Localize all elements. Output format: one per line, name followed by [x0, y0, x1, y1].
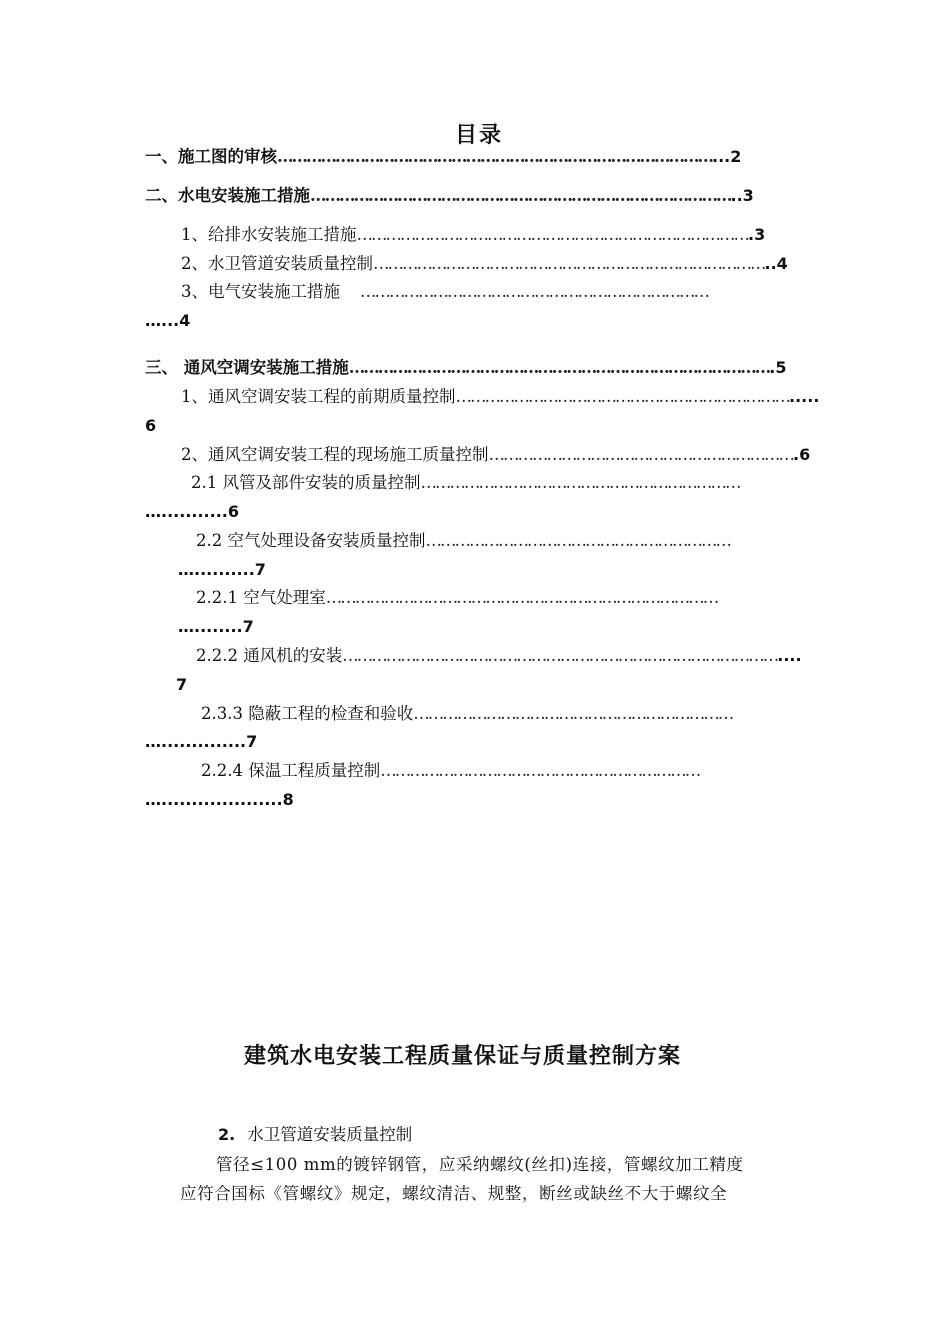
toc-page-number: .5 [769, 358, 787, 377]
toc-entry-label: 一、施工图的审核 [145, 147, 277, 166]
toc-dot-leader: ………………………………………………………… [420, 473, 740, 492]
toc-entry-label: 2.2.2 通风机的安装 [196, 646, 343, 665]
toc-entry[interactable] [145, 149, 741, 166]
toc-entry-label: 2.1 风管及部件安装的质量控制 [191, 473, 421, 492]
toc-entry[interactable] [196, 648, 802, 665]
toc-dot-leader: …………………………………………………………………………… [310, 186, 731, 205]
toc-entry[interactable] [181, 256, 788, 273]
toc-page-number: ..4 [764, 254, 788, 273]
toc-entry-label: 2.2 空气处理设备安装质量控制 [196, 531, 426, 550]
toc-entry-label: 2、通风空调安装工程的现场施工质量控制 [181, 445, 489, 464]
toc-page-number: .6 [793, 445, 811, 464]
document-title: 建筑水电安装工程质量保证与质量控制方案 [244, 1043, 682, 1069]
toc-dot-leader: ……………………………………………………… [425, 531, 730, 550]
toc-entry[interactable] [181, 227, 765, 244]
paragraph-line: 管径≤100 mm的镀锌钢管，应采纳螺纹(丝扣)连接，管螺纹加工精度 [216, 1155, 744, 1174]
toc-page-number: …..........7 [178, 560, 266, 579]
toc-entry[interactable] [145, 360, 786, 377]
toc-dot-leader: ……………………………………………………………………………… [342, 646, 778, 665]
toc-entry-label: 1、给排水安装施工措施 [181, 225, 357, 244]
toc-page-number: ...2 [712, 147, 742, 166]
toc-dot-leader: ………………………………………………………… [413, 704, 733, 723]
toc-dot-leader: …………………………………………………………… [455, 387, 789, 406]
toc-entry[interactable] [201, 706, 732, 723]
toc-page-number: 6 [145, 416, 157, 435]
toc-dot-leader: ……………………………………………………… [488, 445, 793, 464]
toc-dot-leader: ……………………………………………………………… [360, 282, 708, 301]
toc-dot-leader: …………………………………………………………………………… [348, 358, 770, 377]
paragraph-line: 应符合国标《管螺纹》规定，螺纹清洁、规整，断丝或缺丝不大于螺纹全 [180, 1184, 728, 1203]
toc-page-dots: ..... [789, 387, 820, 406]
toc-entry-label: 2.3.3 隐蔽工程的检查和验收 [201, 704, 414, 723]
toc-entry-label: 1、通风空调安装工程的前期质量控制 [181, 387, 456, 406]
section-title: 水卫管道安装质量控制 [247, 1125, 413, 1144]
section-number: 2. [218, 1125, 236, 1144]
toc-entry-label: 3、电气安装施工措施 [181, 282, 340, 301]
toc-page-dots: .... [777, 646, 802, 665]
toc-entry[interactable] [145, 188, 754, 205]
toc-entry-label: 2.2.1 空气处理室 [196, 588, 326, 607]
toc-entry[interactable] [196, 590, 717, 607]
toc-entry-label: 2.2.4 保温工程质量控制 [201, 761, 381, 780]
toc-page-number: 7 [176, 675, 188, 694]
toc-dot-leader: ……………………………………………………………………… [356, 225, 748, 244]
toc-page-number: …...4 [145, 311, 191, 330]
toc-entry[interactable] [181, 389, 819, 406]
toc-page-number: …........7 [178, 617, 254, 636]
toc-page-number: …....................8 [145, 790, 294, 809]
toc-page-number: ..3 [730, 186, 754, 205]
toc-entry-label: 2、水卫管道安装质量控制 [181, 254, 373, 273]
toc-entry[interactable] [181, 284, 708, 301]
toc-dot-leader: ………………………………………………………… [380, 761, 700, 780]
toc-dot-leader: ……………………………………………………………………………… [277, 147, 712, 166]
toc-entry-label: 三、 通风空调安装施工措施 [145, 358, 349, 377]
toc-title: 目录 [455, 122, 504, 148]
toc-entry[interactable] [181, 447, 810, 464]
toc-entry[interactable] [201, 763, 699, 780]
toc-entry[interactable] [196, 533, 730, 550]
toc-dot-leader: ……………………………………………………………………… [373, 254, 765, 273]
toc-dot-leader: ……………………………………………………………………… [325, 588, 718, 607]
toc-entry[interactable] [191, 475, 740, 492]
section-heading [218, 1127, 412, 1144]
toc-page-number: …..............7 [145, 732, 258, 751]
toc-page-number: .3 [748, 225, 766, 244]
toc-page-number: …...........6 [145, 502, 239, 521]
toc-entry-label: 二、水电安装施工措施 [145, 186, 310, 205]
